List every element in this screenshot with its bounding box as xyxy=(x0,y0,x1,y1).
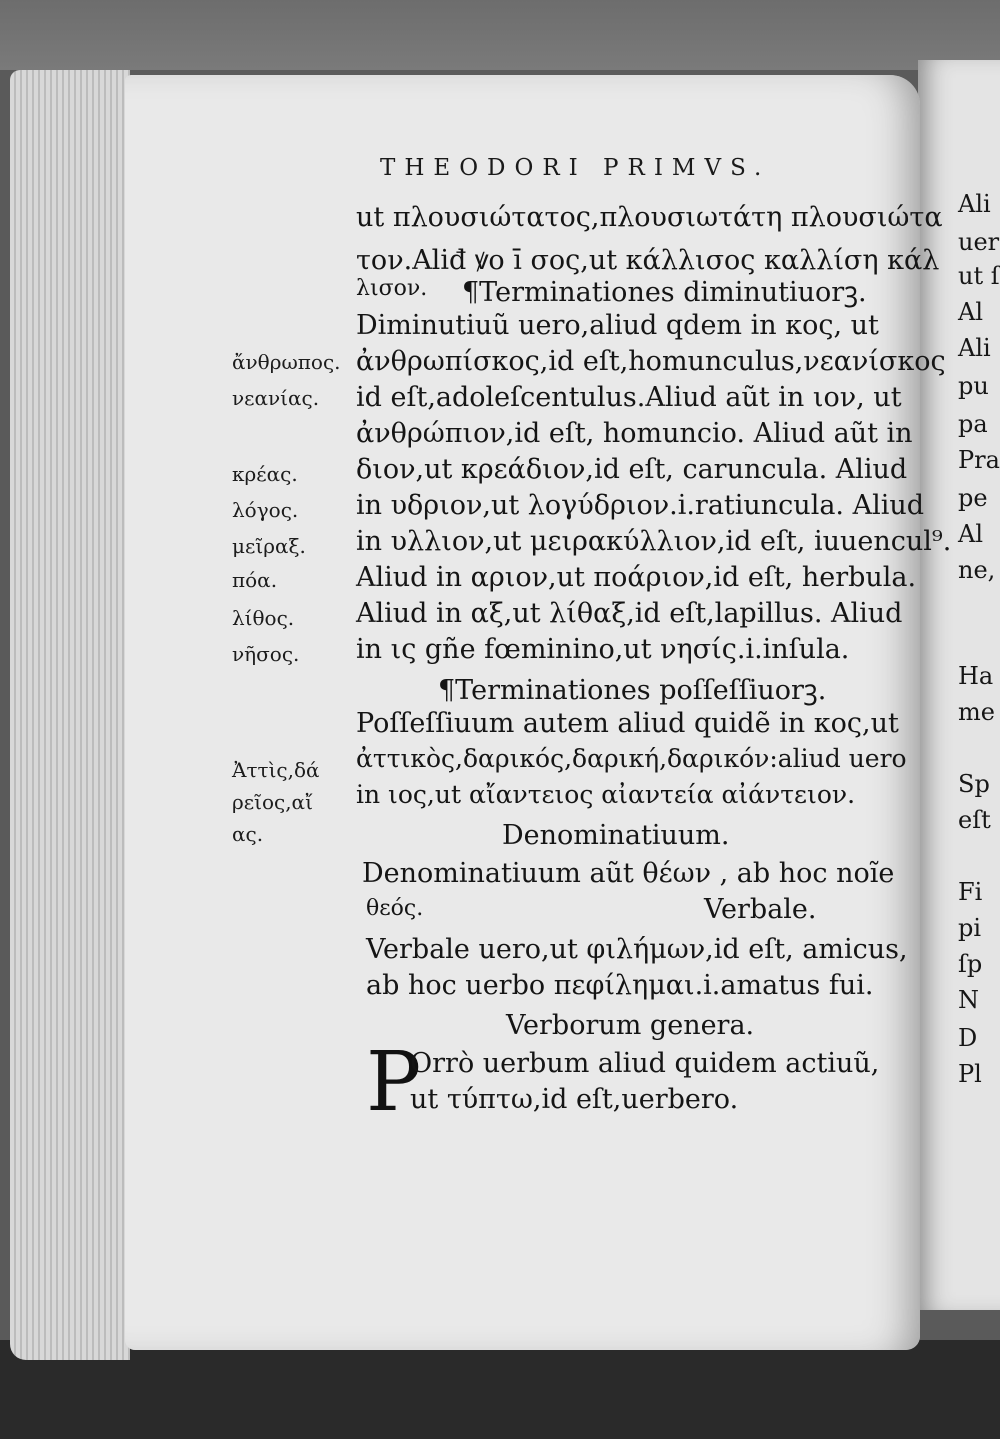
text-line: ἀνθρώπιον,id eſt, homuncio. Aliud aũt in xyxy=(356,418,913,449)
right-page-text: ſp xyxy=(958,950,983,978)
margin-gloss: μεῖραξ. xyxy=(232,534,306,558)
margin-gloss: λόγος. xyxy=(232,498,299,522)
right-page-text: Pra xyxy=(958,446,1000,474)
text-line: ἀττικὸς,δαρικός,δαρική,δαρικόν:aliud uero xyxy=(356,744,907,773)
book-page-edges xyxy=(10,70,130,1360)
margin-gloss: νῆσος. xyxy=(232,642,300,666)
right-page-text: Al xyxy=(958,520,984,548)
margin-gloss: ας. xyxy=(232,822,264,846)
right-page-text: Al xyxy=(958,298,984,326)
right-page-text: Ha xyxy=(958,662,994,690)
section-heading: Verbale. xyxy=(704,894,817,925)
section-heading: ¶Terminationes diminutiuorꝫ. xyxy=(462,277,867,308)
right-page-text: pe xyxy=(958,484,988,512)
text-line: in ιος,ut αἴαντειος αἰαντεία αἰάντειον. xyxy=(356,780,856,809)
text-line: in υλλιον,ut μειρακύλλιον,id eſt, iuuencul⁹. xyxy=(356,526,952,557)
right-page-text: D xyxy=(958,1024,978,1052)
margin-gloss: νεανίας. xyxy=(232,386,320,410)
margin-gloss: Ἀττὶς,δά xyxy=(232,758,320,782)
text-line: Verbale uero,ut φιλήμων,id eſt, amicus, xyxy=(366,934,908,965)
text-line: Orrò uerbum aliud quidem actiuũ, xyxy=(410,1048,880,1079)
running-head: THEODORI PRIMVS. xyxy=(380,155,771,181)
decorated-initial: P xyxy=(366,1035,422,1130)
right-page-text: eſt xyxy=(958,806,991,834)
right-page-text: Sp xyxy=(958,770,990,798)
margin-gloss: λίθος. xyxy=(232,606,295,630)
right-page-text: Pl xyxy=(958,1060,982,1088)
section-heading: Denominatiuum. xyxy=(502,820,730,851)
text-line: θεός. xyxy=(366,896,424,921)
text-line: Diminutiuũ uero,aliud qdem in κος, ut xyxy=(356,310,879,341)
margin-gloss: ρεῖος,αἴ xyxy=(232,790,313,814)
text-line: Aliud in αριον,ut ποάριον,id eſt, herbula. xyxy=(356,562,917,593)
text-line: ut τύπτω,id eſt,uerbero. xyxy=(410,1084,739,1115)
right-page-text: Ali xyxy=(958,334,991,362)
right-page-text: Fi xyxy=(958,878,983,906)
right-page-text: pi xyxy=(958,914,982,942)
margin-gloss: κρέας. xyxy=(232,462,298,486)
right-page-text: pa xyxy=(958,410,988,438)
text-line: διον,ut κρεάδιον,id eſt, caruncula. Aliud xyxy=(356,454,908,485)
margin-gloss: πόα. xyxy=(232,568,278,592)
right-page-text: ut ſ xyxy=(958,262,1000,290)
margin-gloss: ἄνθρωπος. xyxy=(232,350,341,374)
text-line: Poſſeſſiuum autem aliud quidẽ in κος,ut xyxy=(356,708,899,739)
text-line: ἀνθρωπίσκος,id eſt,homunculus,νεανίσκος xyxy=(356,346,946,377)
text-line: id eſt,adoleſcentulus.Aliud aũt in ιον, ut xyxy=(356,382,902,413)
text-line: τον.Aliđ ꝟo ī σος,ut κάλλισος καλλίση κάλ xyxy=(356,245,940,276)
right-page-text: uer xyxy=(958,228,1000,256)
section-heading: ¶Terminationes poſſeſſiuorꝫ. xyxy=(438,675,827,706)
background-bottom xyxy=(0,1340,1000,1439)
text-line: in ις gñe fœminino,ut νησίς.i.inſula. xyxy=(356,634,850,665)
text-line: ab hoc uerbo πεφίλημαι.i.amatus fui. xyxy=(366,970,874,1001)
text-line: Aliud in αξ,ut λίθαξ,id eſt,lapillus. Aliud xyxy=(356,598,903,629)
right-page-text: N xyxy=(958,986,979,1014)
text-line: ut πλουσιώτατος,πλουσιωτάτη πλουσιώτα xyxy=(356,202,943,233)
right-page-text: pu xyxy=(958,372,989,400)
section-heading: Verborum genera. xyxy=(506,1010,755,1041)
right-page-text: ne, xyxy=(958,556,996,584)
right-page-text: me xyxy=(958,698,995,726)
text-line: in υδριον,ut λογύδριον.i.ratiuncula. Aliud xyxy=(356,490,925,521)
text-line: λισον. xyxy=(356,276,428,301)
right-page-text: Ali xyxy=(958,190,991,218)
background-top xyxy=(0,0,1000,70)
text-line: Denominatiuum aũt θέων , ab hoc noĩe xyxy=(362,858,895,889)
